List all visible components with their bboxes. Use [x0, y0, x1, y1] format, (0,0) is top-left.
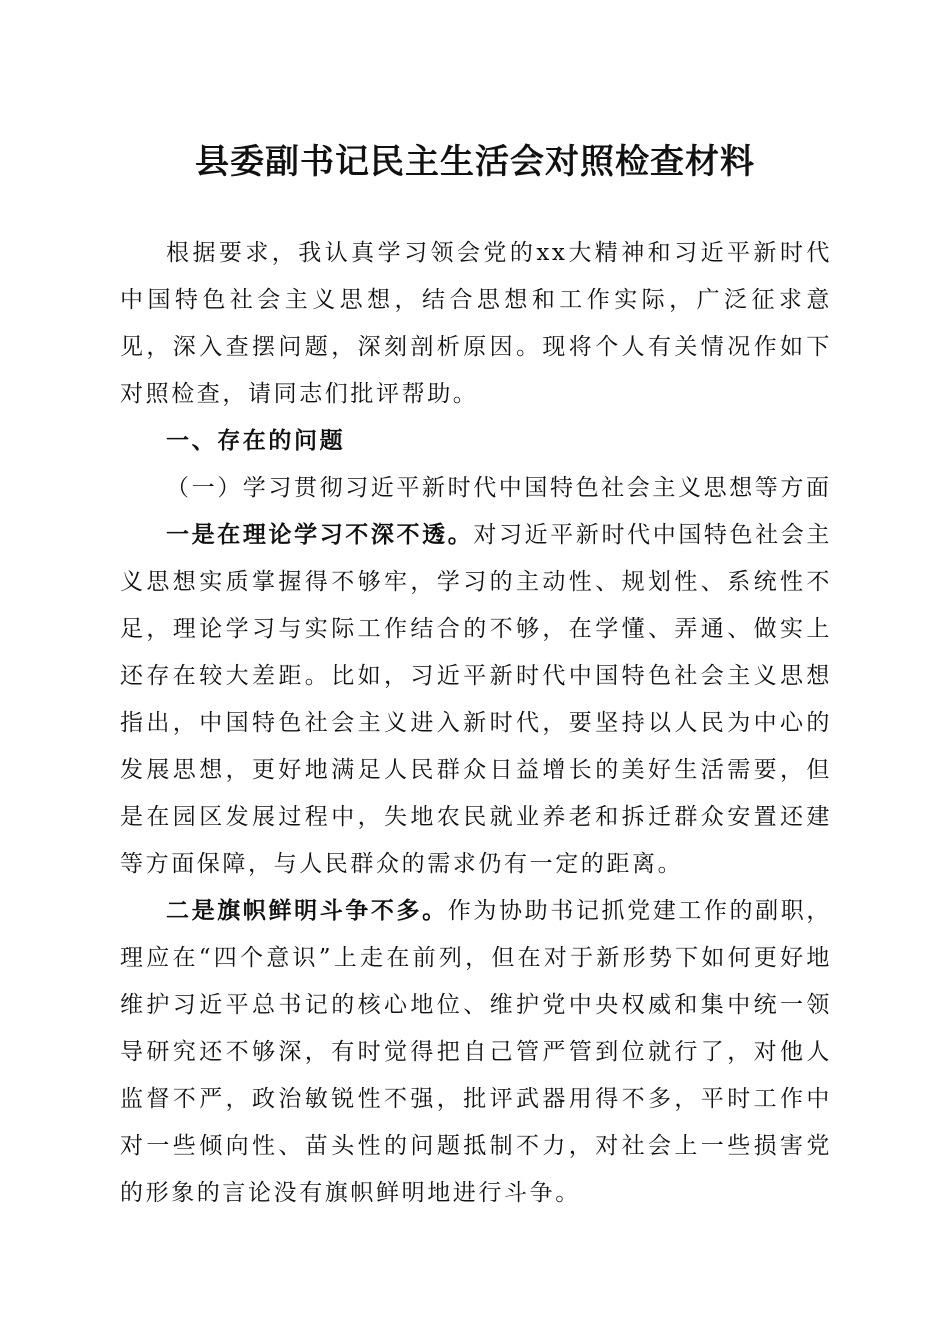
point-1-lead: 一是在理论学习不深不透。 — [166, 522, 474, 548]
intro-paragraph: 根据要求，我认真学习领会党的xx大精神和习近平新时代中国特色社会主义思想，结合思想和工作实际，广泛征求意见，深入查摆问题，深刻剖析原因。现将个人有关情况作如下对照检查，请同志们批评帮助。 — [120, 240, 832, 407]
point-1-text: 对习近平新时代中国特色社会主义思想实质掌握得不够牢，学习的主动性、规划性、系统性不足，理论学习与实际工作结合的不够，在学懂、弄通、做实上还存在较大差距。比如，习近平新时代中国特色社会主义思想指出，中国特色社会主义进入新时代，要坚持以人民为中心的发展思想，更好地满足人民群众日益增长的美好生活需要，但是在园区发展过程中，失地农民就业养老和拆迁群众安置还建等方面保障，与人民群众的需求仍有一定的距离。 — [120, 522, 832, 877]
subsection-heading-study: （一）学习贯彻习近平新时代中国特色社会主义思想等方面 — [166, 475, 832, 501]
point-1-paragraph — [120, 512, 832, 888]
point-2-text: 作为协助书记抓党建工作的副职，理应在“四个意识”上走在前列，但在对于新形势下如何更好地维护习近平总书记的核心地位、维护党中央权威和集中统一领导研究还不够深，有时觉得把自己管严管到位就行了，对他人监督不严，政治敏锐性不强，批评武器用得不多，平时工作中对一些倾向性、苗头性的问题抵制不力，对社会上一些损害党的形象的言论没有旗帜鲜明地进行斗争。 — [120, 898, 832, 1206]
point-2-paragraph — [120, 888, 832, 1217]
section-heading-problems: 一、存在的问题 — [166, 428, 346, 454]
document-body — [120, 230, 832, 1217]
point-2-lead: 二是旗帜鲜明斗争不多。 — [166, 898, 448, 924]
document-title: 县委副书记民主生活会对照检查材料 — [195, 142, 755, 182]
